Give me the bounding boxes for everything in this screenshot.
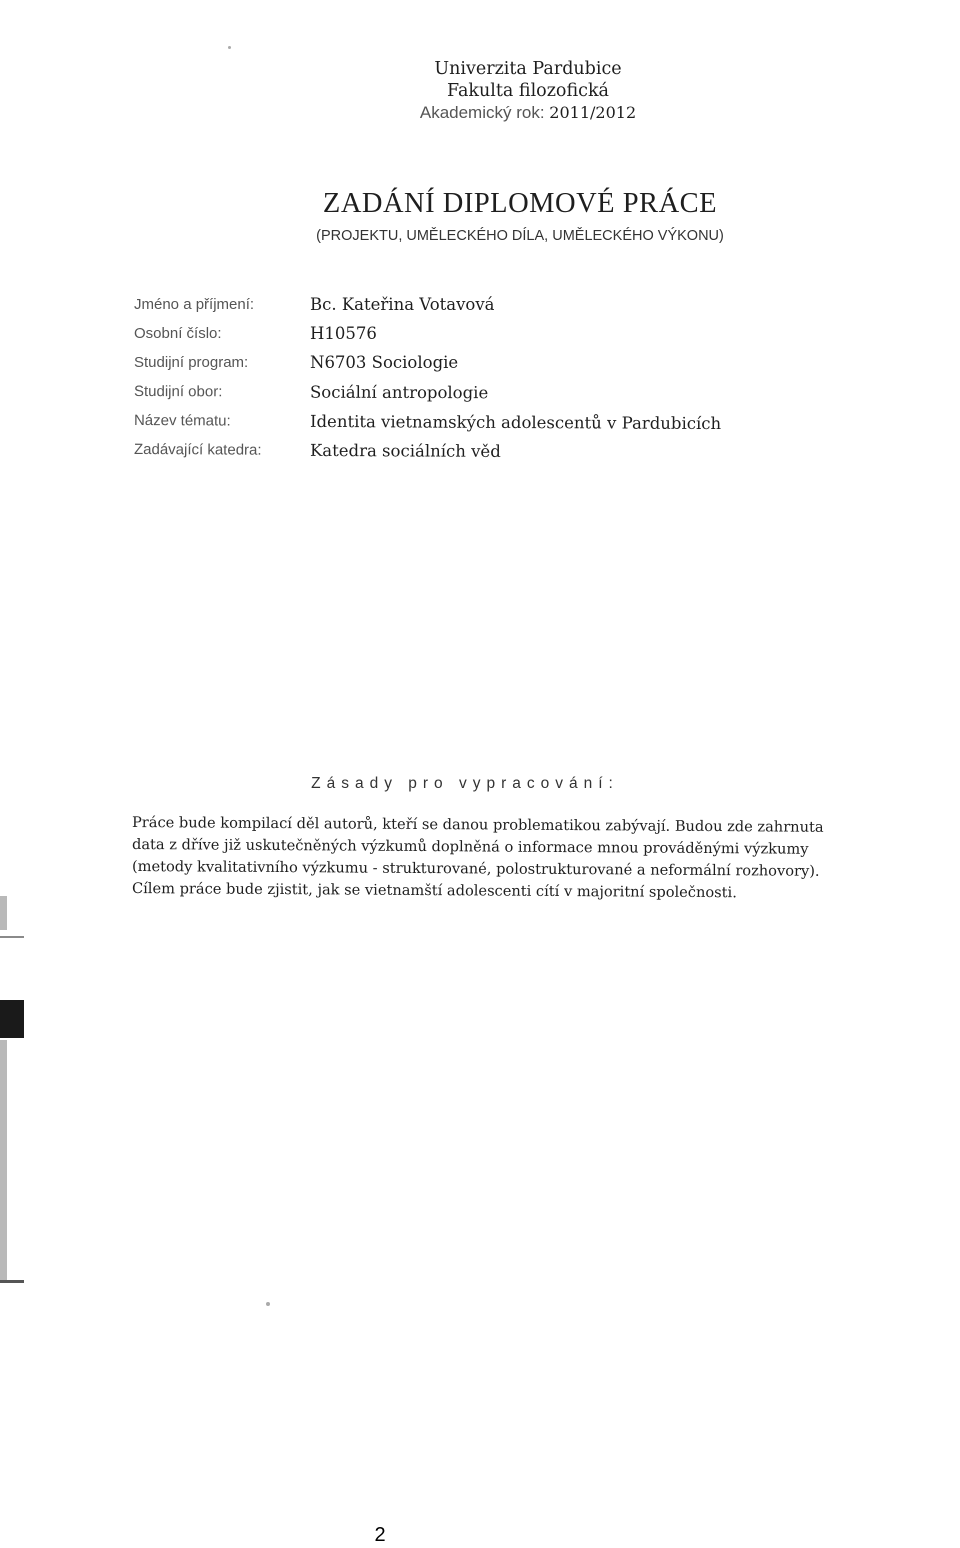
thesis-details	[134, 290, 721, 464]
detail-label: Osobní číslo:	[134, 325, 222, 342]
detail-value: Sociální antropologie	[309, 382, 489, 403]
detail-value: N6703 Sociologie	[310, 353, 459, 372]
detail-row	[134, 319, 721, 348]
scan-speck	[266, 1302, 270, 1306]
detail-row	[134, 348, 721, 377]
detail-label: Jméno a příjmení:	[134, 296, 255, 313]
scan-edge-mark	[0, 1000, 24, 1038]
detail-value: Identita vietnamských adolescentů v Pardubicích	[309, 411, 722, 434]
faculty-name: Fakulta filozofická	[447, 81, 609, 101]
detail-row	[134, 406, 721, 438]
principles-heading: Zásady pro vypracování:	[311, 775, 619, 792]
detail-label: Zadávající katedra:	[133, 441, 262, 459]
detail-row	[134, 290, 721, 319]
university-name: Univerzita Pardubice	[434, 59, 622, 79]
detail-row	[134, 435, 721, 467]
document-title: ZADÁNÍ DIPLOMOVÉ PRÁCE	[322, 188, 718, 219]
principles-text	[132, 812, 902, 900]
principles-line: Práce bude kompilací děl autorů, kteří se danou problematikou zabývají. Budou zde zahrnuta	[131, 814, 824, 836]
detail-value: Katedra sociálních věd	[309, 440, 501, 461]
detail-label: Studijní obor:	[133, 383, 223, 401]
scan-edge-mark	[0, 1280, 24, 1283]
detail-row	[134, 377, 721, 408]
scan-speck	[228, 46, 231, 49]
detail-label: Název tématu:	[133, 412, 231, 430]
academic-year-label: Akademický rok:	[419, 103, 545, 122]
principles-line: Cílem práce bude zjistit, jak se vietnamští adolescenti cítí v majoritní společnosti.	[131, 880, 737, 902]
detail-value: H10576	[310, 324, 377, 343]
document-subtitle: (PROJEKTU, UMĚLECKÉHO DÍLA, UMĚLECKÉHO VÝKONU)	[316, 228, 724, 244]
scan-edge-mark	[0, 896, 7, 930]
document-header	[398, 58, 658, 124]
academic-year	[398, 102, 658, 124]
detail-label: Studijní program:	[134, 354, 249, 371]
page-number: 2	[374, 1524, 386, 1546]
academic-year-value: 2011/2012	[549, 103, 637, 122]
scan-edge-mark	[0, 1040, 7, 1280]
principles-line: data z dříve již uskutečněných výzkumů doplněná o informace mnou prováděnými výzkumy	[131, 836, 809, 858]
detail-value: Bc. Kateřina Votavová	[310, 295, 495, 314]
scan-edge-mark	[0, 936, 24, 938]
principles-line: (metody kvalitativního výzkumu - strukturované, polostrukturované a neformální rozhovory).	[131, 858, 820, 880]
